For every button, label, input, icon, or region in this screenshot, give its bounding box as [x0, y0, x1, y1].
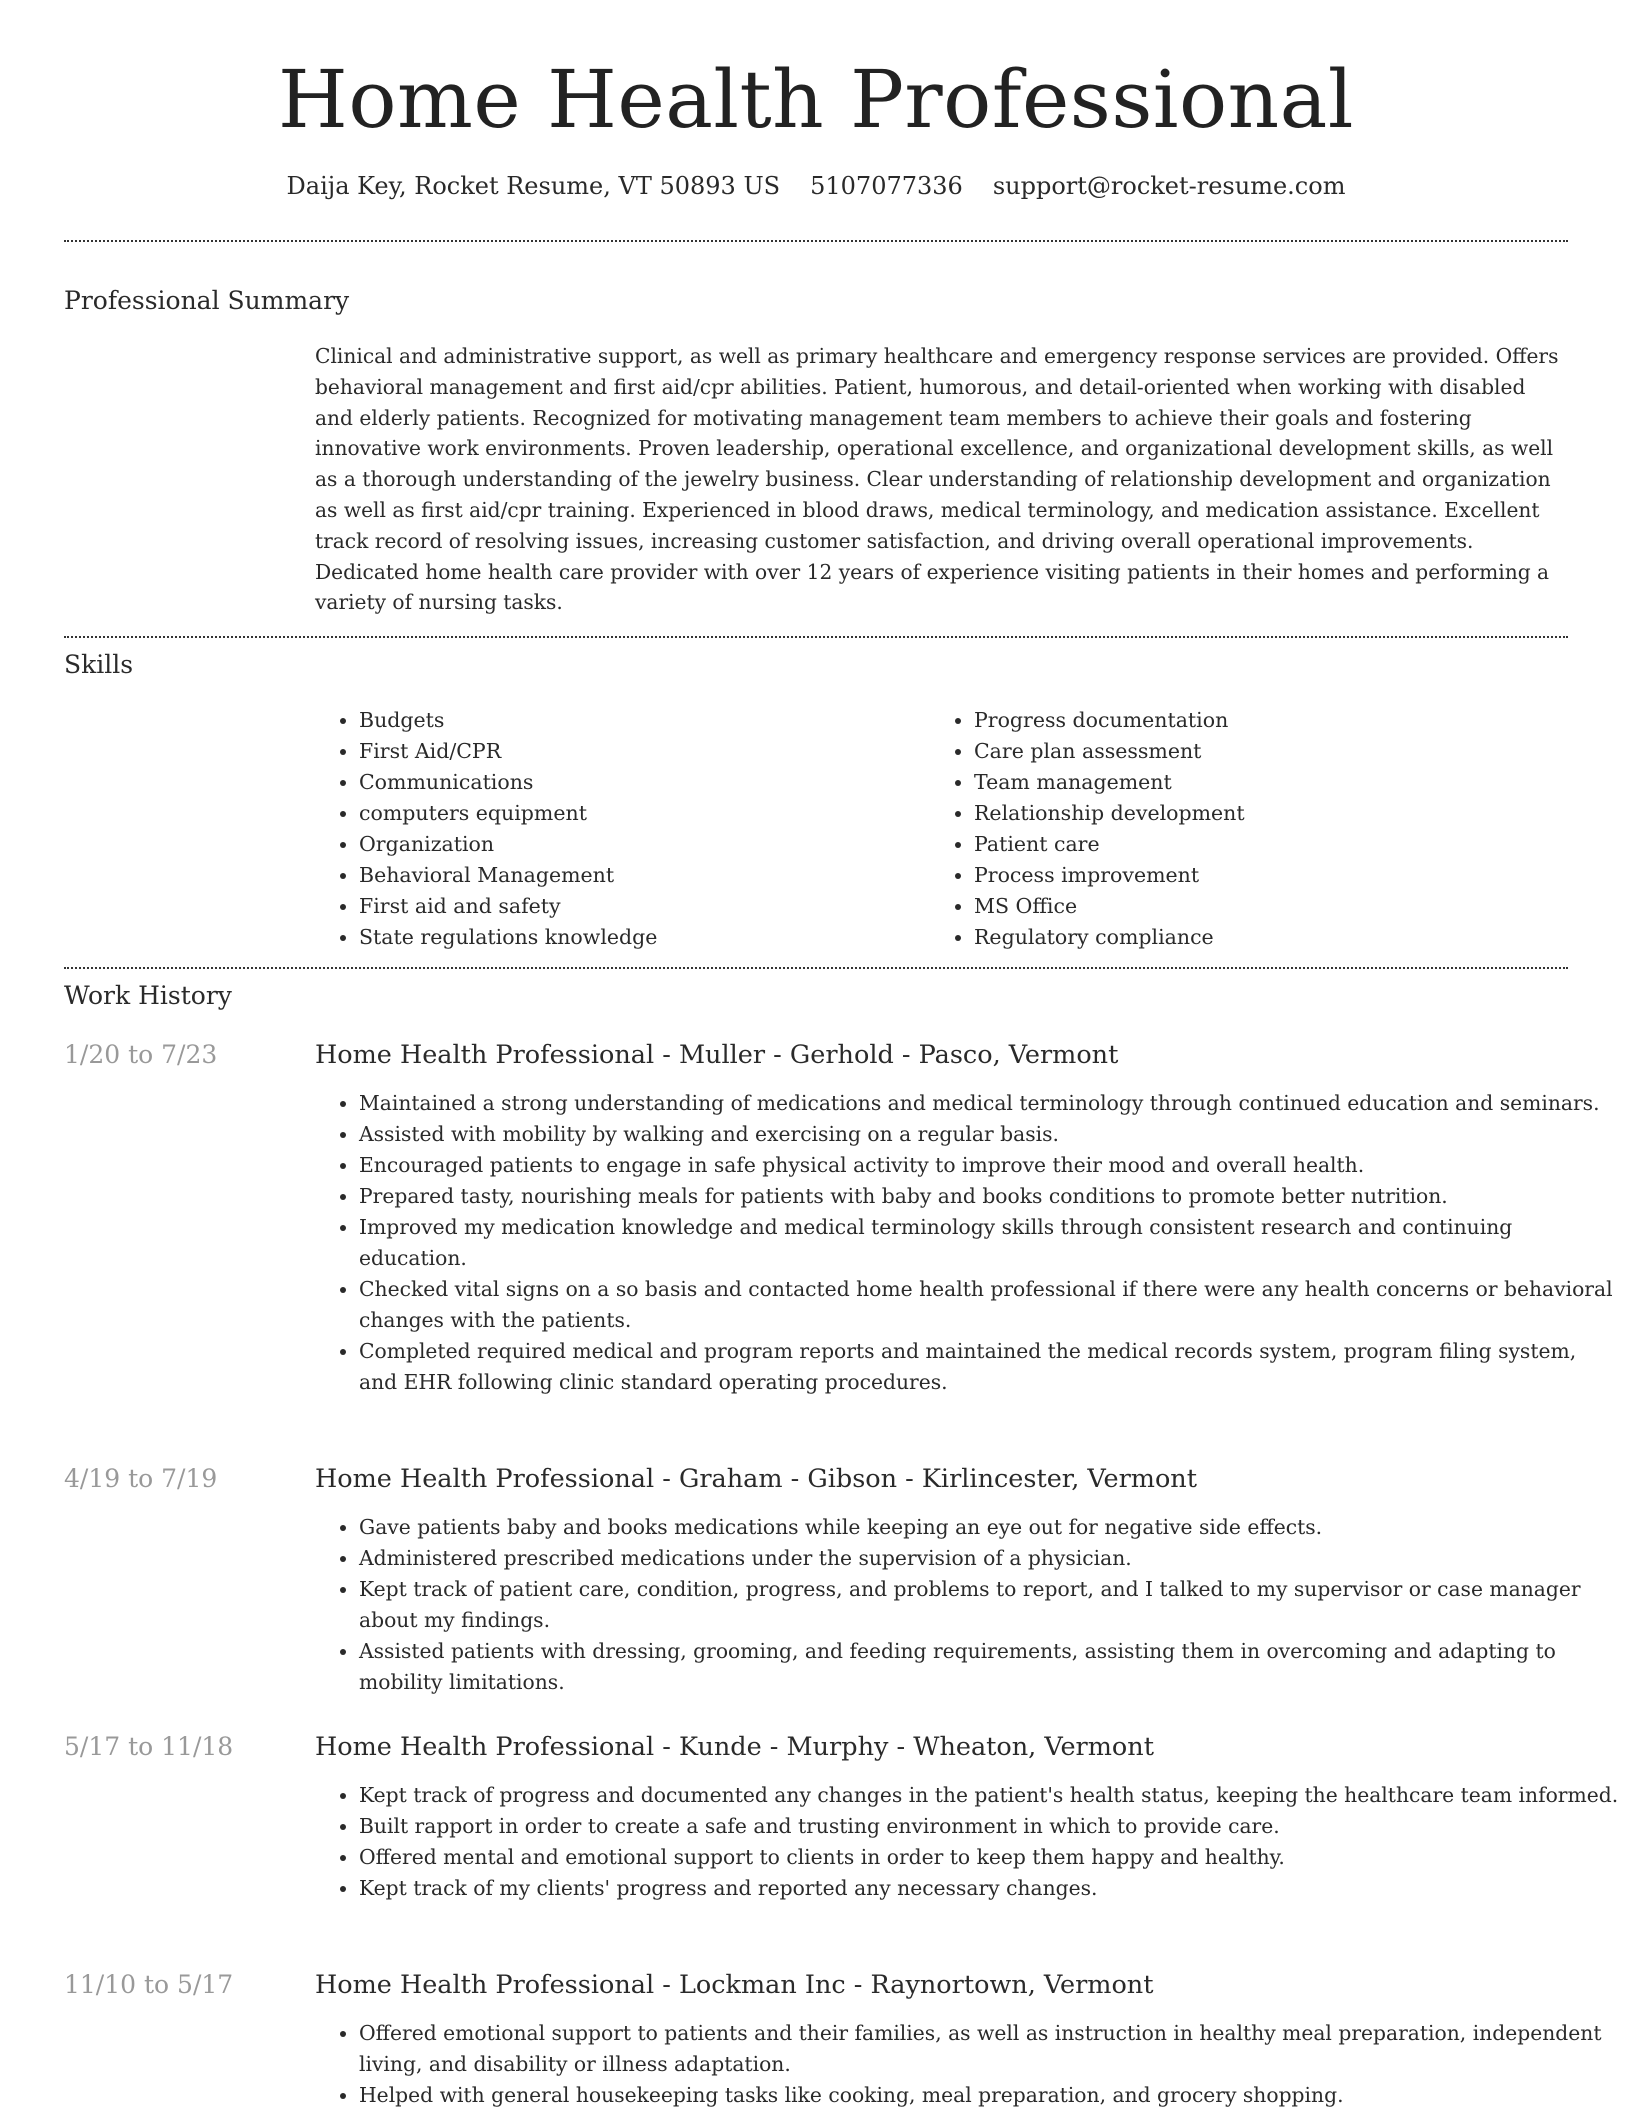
- skill-item: • Budgets: [359, 705, 657, 736]
- contact-line: [0, 170, 1632, 202]
- skill-item: • Communications: [359, 767, 657, 798]
- skill-item: • First Aid/CPR: [359, 736, 657, 767]
- skill-item: • Patient care: [974, 829, 1245, 860]
- skill-item: • Organization: [359, 829, 657, 860]
- skill-item: • First aid and safety: [359, 891, 657, 922]
- contact-email: support@rocket-resume.com: [992, 172, 1346, 200]
- divider: [64, 636, 1568, 638]
- skills-list-right: [930, 705, 1245, 953]
- list-item: • Improved my medication knowledge and medical terminology skills through consistent research and continuing education.: [359, 1212, 1619, 1274]
- skill-item: • Process improvement: [974, 860, 1245, 891]
- skill-item: • Care plan assessment: [974, 736, 1245, 767]
- divider: [64, 967, 1568, 969]
- list-item: • Built rapport in order to create a safe and trusting environment in which to provide care.: [359, 1811, 1619, 1842]
- job-bullets: [315, 1088, 1619, 1398]
- skill-item: • Team management: [974, 767, 1245, 798]
- job-bullets: [315, 1780, 1619, 1904]
- list-item: • Completed required medical and program reports and maintained the medical records system, program filing system, and EHR following clinic standard operating procedures.: [359, 1336, 1619, 1398]
- skill-item: • Regulatory compliance: [974, 922, 1245, 953]
- contact-phone: 5107077336: [810, 172, 963, 200]
- summary-text: Clinical and administrative support, as well as primary healthcare and emergency response services are provided. Offers behavioral management and first aid/cpr abilities. Patient, humorous, and detail-oriented when working with disabled and elderly patients. Recognized for motivating management team members to achieve their goals and fostering innovative work environments. Proven leadership, operational excellence, and organizational development skills, as well as a thorough understanding of the jewelry business. Clear understanding of relationship development and organization as well as first aid/cpr training. Experienced in blood draws, medical terminology, and medication assistance. Excellent track record of resolving issues, increasing customer satisfaction, and driving overall operational improvements. Dedicated home health care provider with over 12 years of experience visiting patients in their homes and performing a variety of nursing tasks.: [315, 344, 1559, 615]
- list-item: • Kept track of progress and documented any changes in the patient's health status, keeping the healthcare team informed.: [359, 1780, 1619, 1811]
- job-title: Home Health Professional - Kunde - Murphy - Wheaton, Vermont: [315, 1732, 1154, 1762]
- job-dates: 4/19 to 7/19: [64, 1464, 218, 1493]
- list-item: • Assisted patients with dressing, grooming, and feeding requirements, assisting them in overcoming and adapting to mobility limitations.: [359, 1636, 1619, 1698]
- skill-item: • Behavioral Management: [359, 860, 657, 891]
- resume-title: Home Health Professional: [278, 53, 1354, 146]
- work-history-heading: Work History: [64, 981, 232, 1010]
- list-item: • Assisted with mobility by walking and exercising on a regular basis.: [359, 1119, 1619, 1150]
- skill-item: • computers equipment: [359, 798, 657, 829]
- job-bullets: [315, 1512, 1619, 1698]
- list-item: • Administered prescribed medications under the supervision of a physician.: [359, 1543, 1619, 1574]
- list-item: • Checked vital signs on a so basis and contacted home health professional if there were any health concerns or behavioral changes with the patients.: [359, 1274, 1619, 1336]
- skill-item: • State regulations knowledge: [359, 922, 657, 953]
- job-title: Home Health Professional - Lockman Inc - Raynortown, Vermont: [315, 1970, 1154, 2000]
- skill-item: • MS Office: [974, 891, 1245, 922]
- skill-item: • Progress documentation: [974, 705, 1245, 736]
- summary-heading: Professional Summary: [64, 286, 350, 315]
- job-title: Home Health Professional - Muller - Gerhold - Pasco, Vermont: [315, 1040, 1119, 1070]
- list-item: • Kept track of my clients' progress and reported any necessary changes.: [359, 1873, 1619, 1904]
- list-item: • Maintained a strong understanding of medications and medical terminology through continued education and seminars.: [359, 1088, 1619, 1119]
- divider: [64, 240, 1568, 242]
- job-title: Home Health Professional - Graham - Gibson - Kirlincester, Vermont: [315, 1464, 1197, 1494]
- contact-address: Daija Key, Rocket Resume, VT 50893 US: [286, 172, 781, 200]
- job-bullets: [315, 2018, 1619, 2111]
- skills-list-left: [315, 705, 657, 953]
- list-item: • Gave patients baby and books medications while keeping an eye out for negative side effects.: [359, 1512, 1619, 1543]
- list-item: • Encouraged patients to engage in safe physical activity to improve their mood and overall health.: [359, 1150, 1619, 1181]
- list-item: • Kept track of patient care, condition, progress, and problems to report, and I talked to my supervisor or case manager about my findings.: [359, 1574, 1619, 1636]
- job-dates: 11/10 to 5/17: [64, 1970, 234, 1999]
- job-dates: 1/20 to 7/23: [64, 1040, 218, 1069]
- skills-heading: Skills: [64, 650, 134, 679]
- list-item: • Helped with general housekeeping tasks like cooking, meal preparation, and grocery shopping.: [359, 2080, 1619, 2111]
- list-item: • Offered emotional support to patients and their families, as well as instruction in healthy meal preparation, independent living, and disability or illness adaptation.: [359, 2018, 1619, 2080]
- job-dates: 5/17 to 11/18: [64, 1732, 234, 1761]
- list-item: • Prepared tasty, nourishing meals for patients with baby and books conditions to promote better nutrition.: [359, 1181, 1619, 1212]
- list-item: • Offered mental and emotional support to clients in order to keep them happy and healthy.: [359, 1842, 1619, 1873]
- skill-item: • Relationship development: [974, 798, 1245, 829]
